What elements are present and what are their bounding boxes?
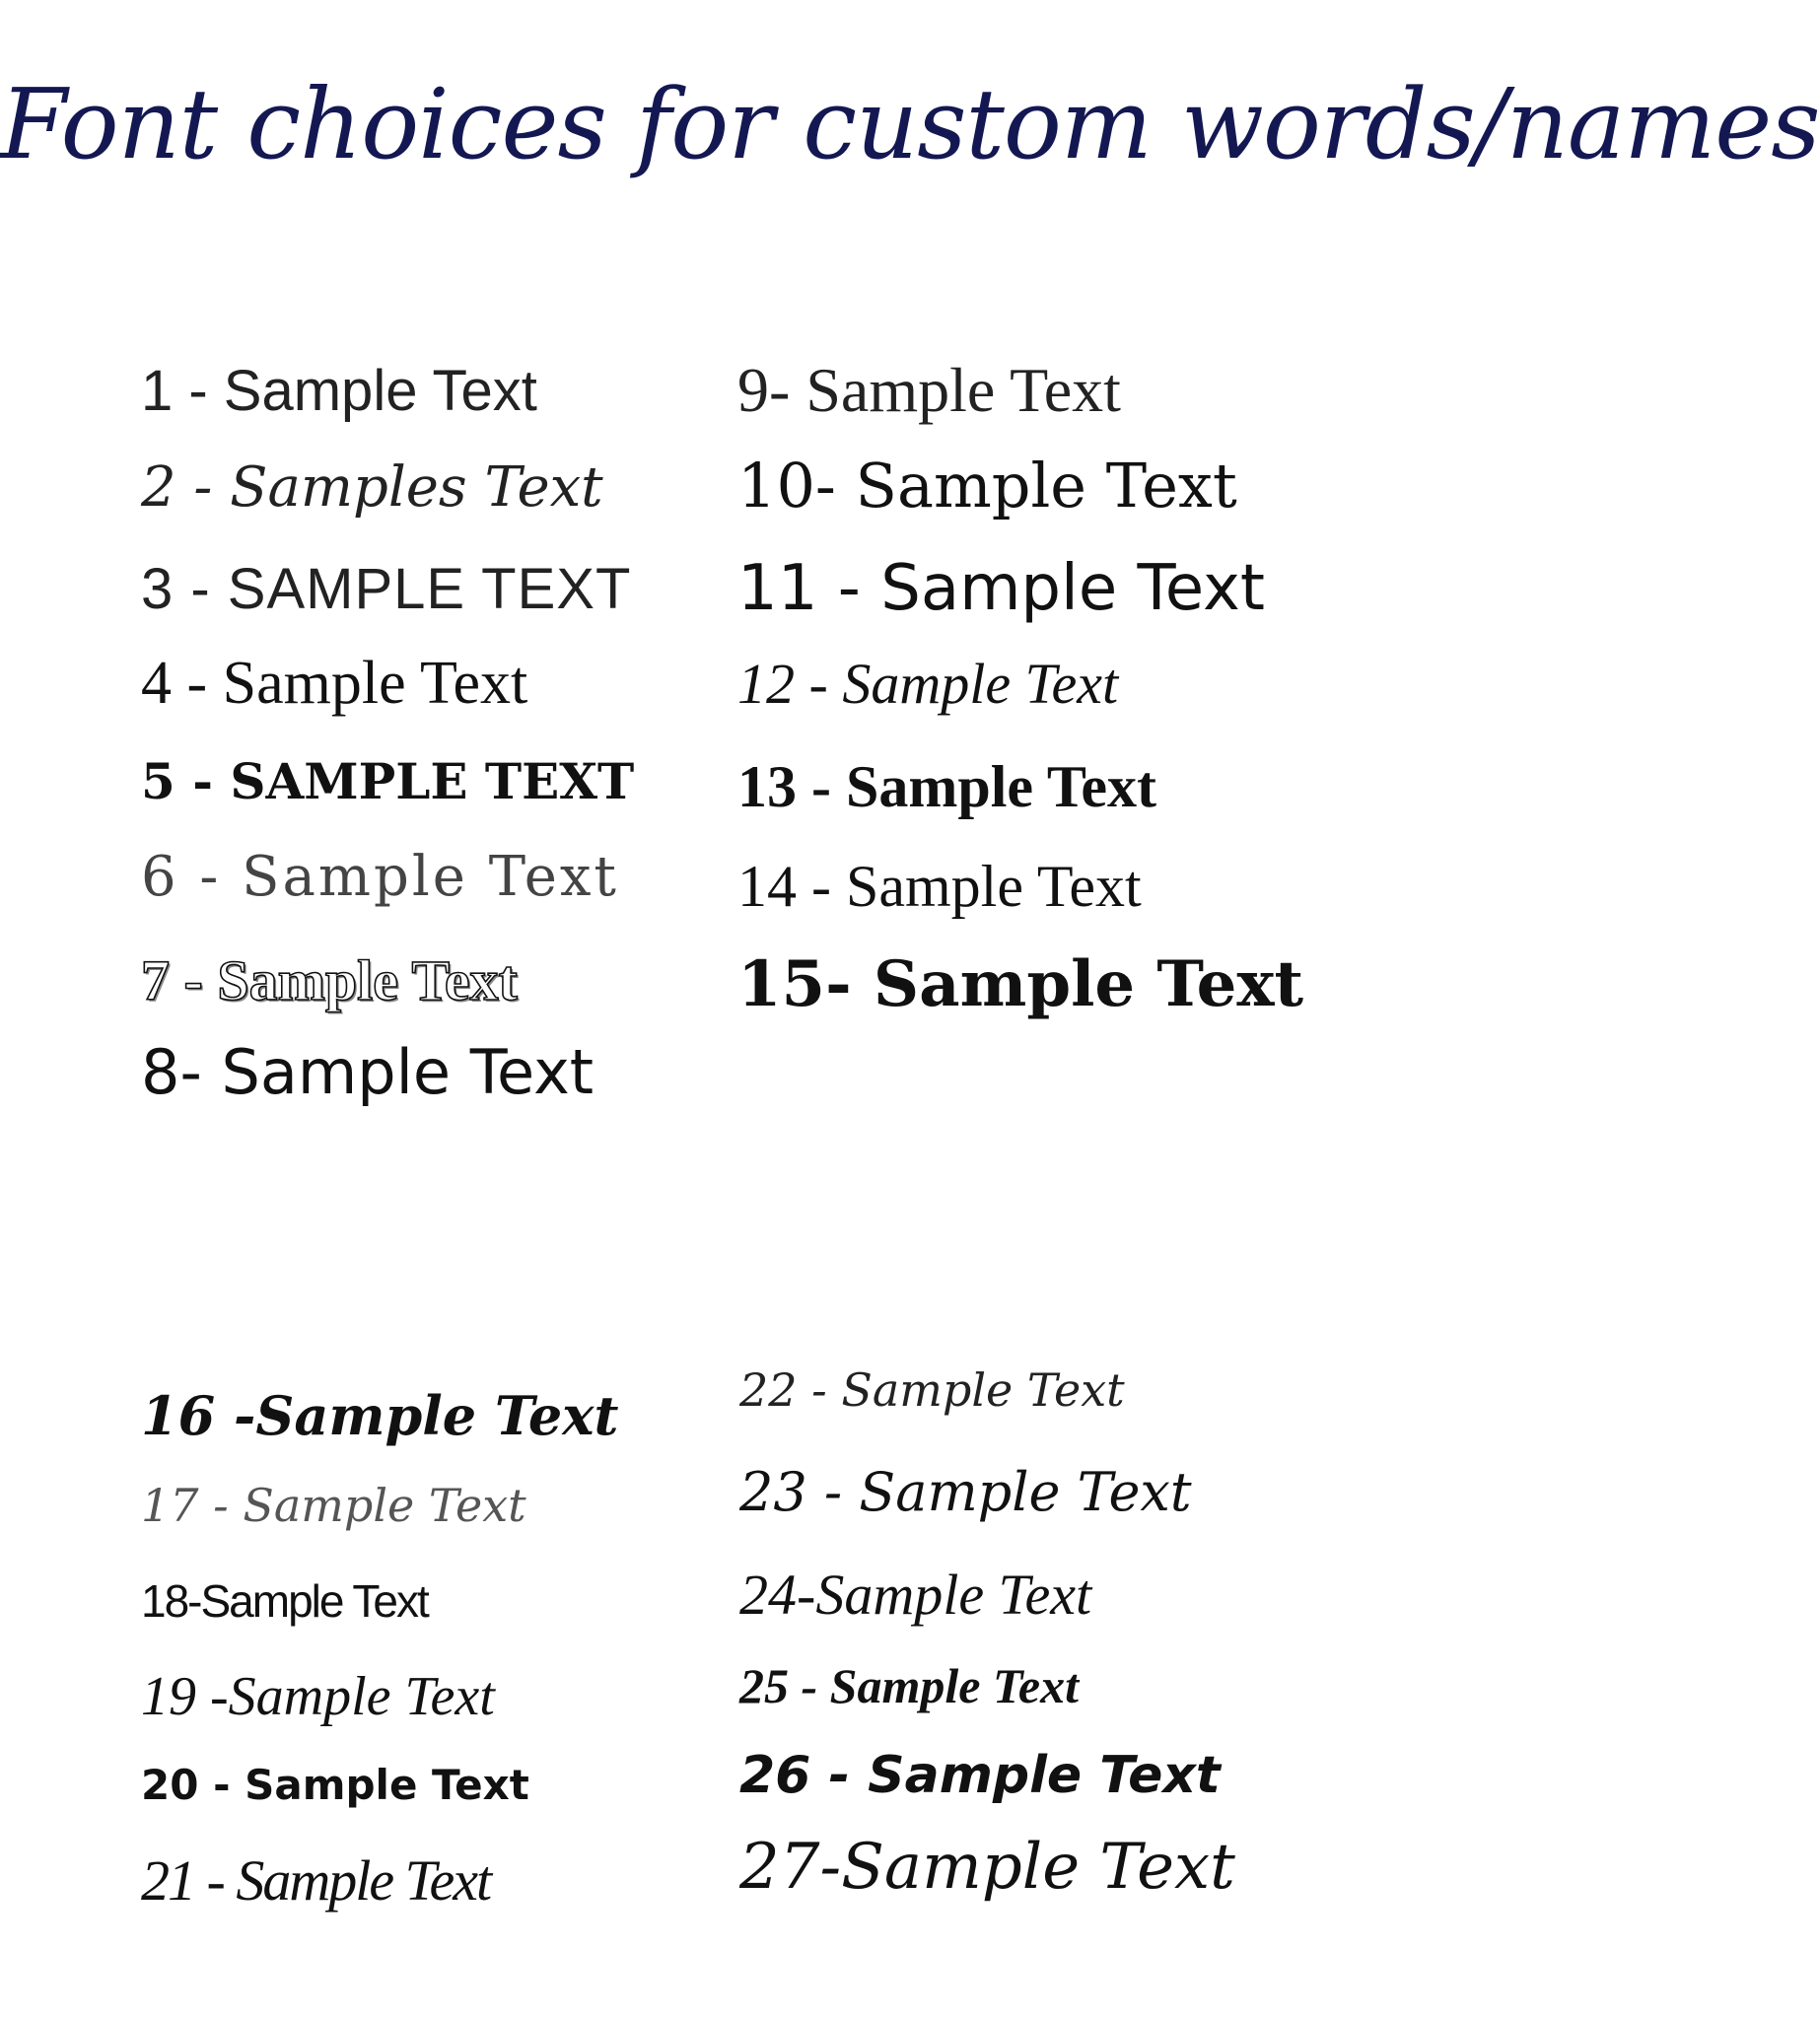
font-sample-16: 16 -Sample Text [141, 1384, 619, 1447]
font-sample-17: 17 - Sample Text [141, 1479, 526, 1532]
font-sample-26: 26 - Sample Text [739, 1746, 1221, 1805]
font-sample-2: 2 - Samples Text [141, 455, 603, 520]
font-sample-5: 5 - SAMPLE TEXT [141, 752, 635, 810]
font-sample-19: 19 -Sample Text [141, 1666, 495, 1727]
font-sample-20: 20 - Sample Text [141, 1761, 529, 1809]
font-sample-21: 21 - Sample Text [141, 1848, 491, 1913]
font-sample-11: 11 - Sample Text [737, 552, 1265, 625]
font-sample-18: 18-Sample Text [141, 1575, 428, 1627]
font-sample-15: 15- Sample Text [737, 947, 1304, 1021]
font-sample-4: 4 - Sample Text [141, 650, 528, 717]
page-title: Font choices for custom words/names [0, 69, 1820, 181]
font-sample-3: 3 - SAMPLE TEXT [141, 557, 632, 621]
font-sample-6: 6 - Sample Text [141, 845, 619, 909]
font-sample-1: 1 - Sample Text [141, 359, 537, 423]
font-sample-10: 10- Sample Text [737, 450, 1237, 522]
font-sample-24: 24-Sample Text [739, 1563, 1092, 1627]
font-sample-25: 25 - Sample Text [739, 1658, 1079, 1713]
font-sample-23: 23 - Sample Text [739, 1461, 1192, 1523]
font-sample-8: 8- Sample Text [141, 1036, 595, 1108]
font-sample-12: 12 - Sample Text [737, 652, 1119, 716]
font-sample-13: 13 - Sample Text [737, 754, 1157, 819]
font-sample-22: 22 - Sample Text [739, 1363, 1125, 1417]
font-sample-7: 7 - Sample Text [141, 948, 518, 1012]
font-sample-9: 9- Sample Text [737, 355, 1121, 425]
font-sample-14: 14 - Sample Text [737, 854, 1142, 919]
font-sample-27: 27-Sample Text [739, 1831, 1235, 1904]
